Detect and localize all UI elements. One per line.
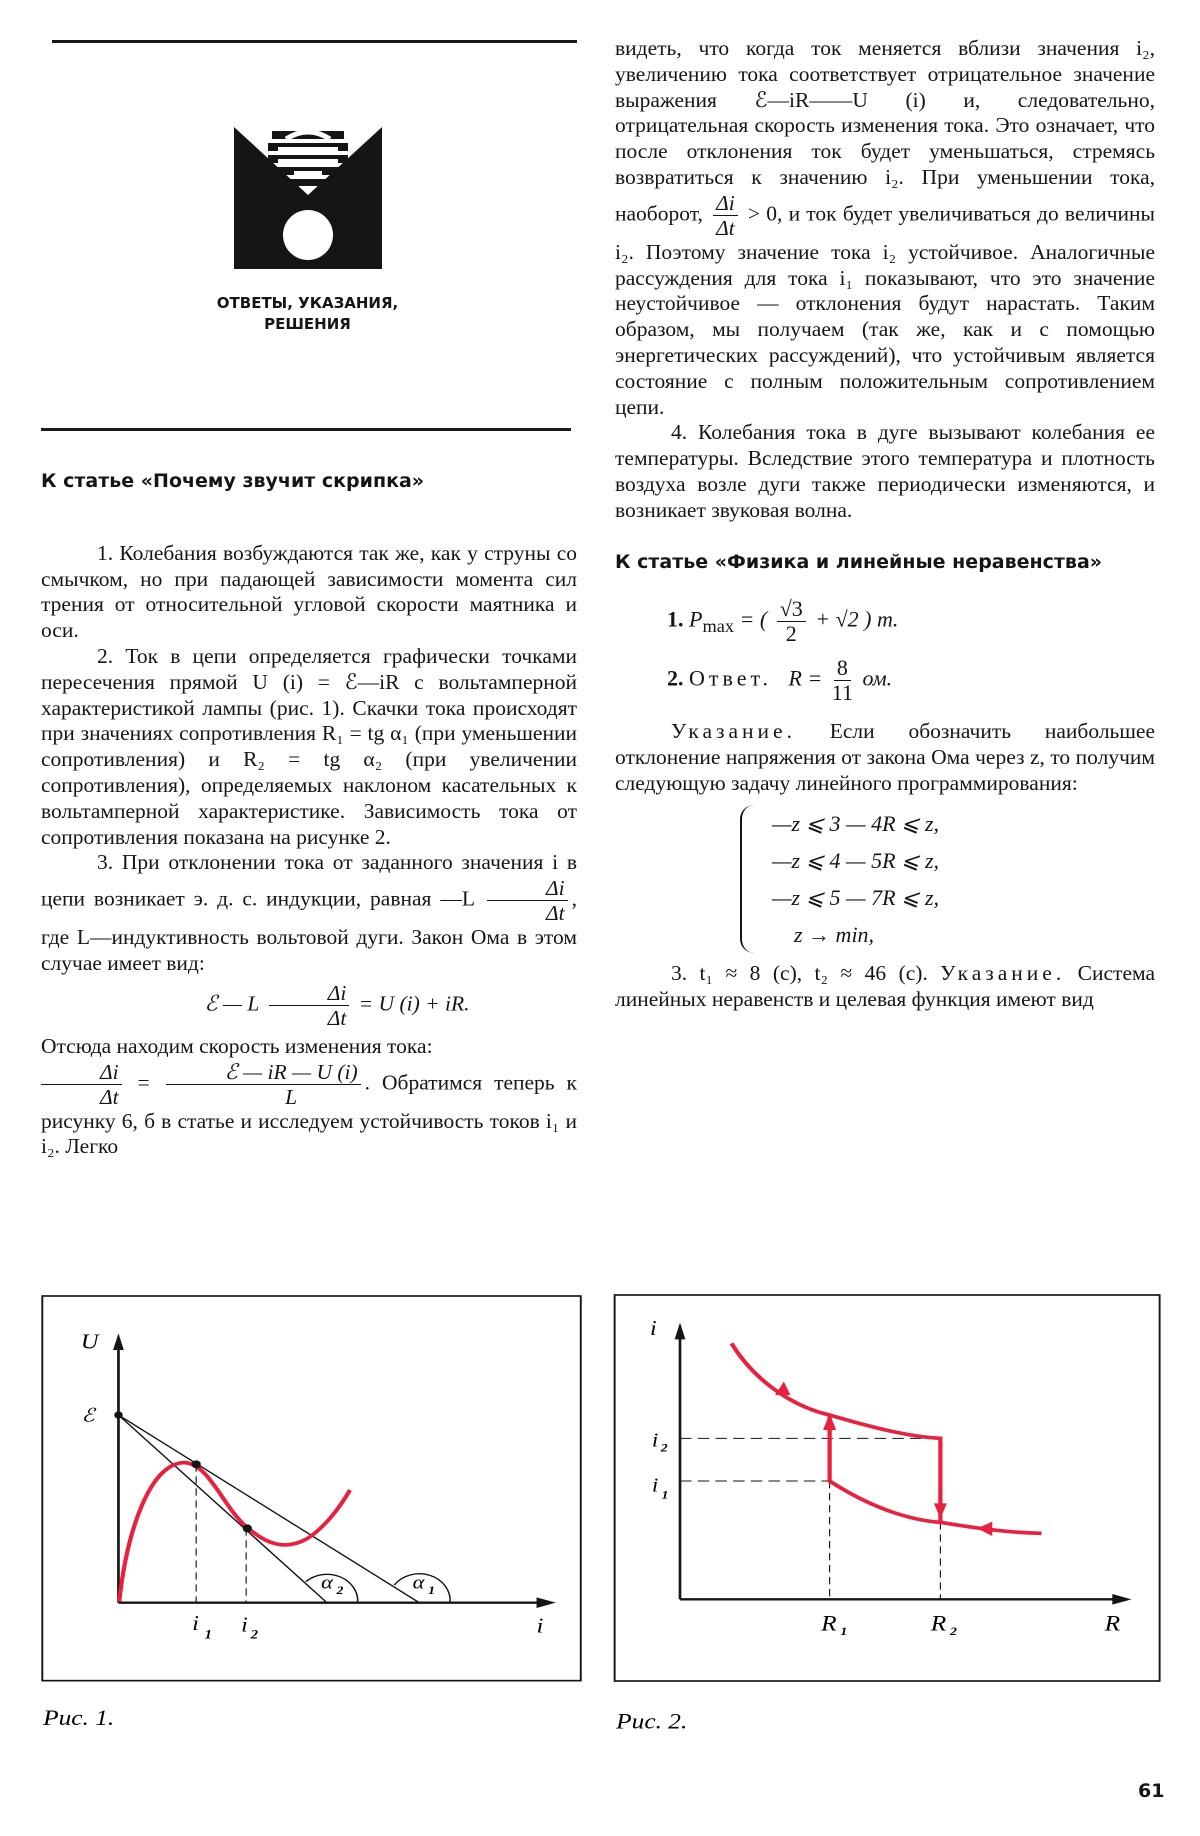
- intersection-point-1: [192, 1460, 201, 1468]
- formula-pmax: [667, 597, 1155, 646]
- answer-3b: [615, 961, 1155, 1013]
- section-rule: [41, 428, 571, 431]
- frac-den: L: [285, 1084, 298, 1109]
- r-axis-arrow-icon: [1112, 1594, 1131, 1605]
- i1-label: i: [651, 1474, 659, 1497]
- i-axis-label: i: [536, 1613, 544, 1638]
- frac-den: Δt: [546, 901, 565, 926]
- i2-sub: 2: [250, 1627, 259, 1642]
- f1-sub: max: [702, 616, 735, 637]
- article-heading-violin: К статье «Почему звучит скрипка»: [41, 470, 425, 492]
- i-axis-arrow-icon: [537, 1597, 556, 1608]
- lower-branch-curve: [830, 1415, 1042, 1533]
- ohm-law-lhs: ℰ — L: [204, 991, 260, 1016]
- emf-point: [114, 1411, 122, 1418]
- answer-4: 4. Колебания тока в дуге вызывают колебания ее температуры. Вследствие этого температура и плотность воздуха возле дуги также периодически изменяются, и возникает звуковая волна.: [615, 420, 1155, 522]
- arrow-down-right-icon: [775, 1382, 790, 1395]
- alpha2-label: α: [321, 1570, 333, 1593]
- f2-label: 2.: [667, 665, 684, 691]
- frac-num: Δi: [487, 876, 568, 901]
- arrow-down-icon: [934, 1503, 947, 1518]
- answer-2: 2. Ток в цепи определяется графически точками пересечения прямой U (i) = ℰ—iR с вольтамперной характеристикой лампы (рис. 1). Скачки тока происходят при значениях сопротивления R₁ = tg α₁ (при уменьшении сопротивления) и R₂ = tg α₂ (при увеличении сопротивления), определяемых наклоном касательных к вольтамперной характеристике. Зависимость тока от сопротивления показана на рисунке 2.: [41, 643, 577, 849]
- i1-label: i: [192, 1611, 199, 1635]
- u-axis-label: U: [80, 1328, 99, 1353]
- i-axis-label: i: [650, 1316, 657, 1340]
- u-axis-arrow-icon: [113, 1333, 124, 1350]
- emf-label: ℰ: [81, 1405, 95, 1427]
- answer-3-text-e: Отсюда находим скорость изменения тока:: [41, 1033, 433, 1058]
- figure-2: [600, 1280, 1200, 1730]
- answer-3-text-f: . Обратимся теперь к рисунку 6, б в статье и исследуем устойчивость токов i₁ и i₂. Легко: [41, 1069, 577, 1159]
- figure-1-caption: Рис. 1.: [43, 1706, 115, 1730]
- section-caption: [170, 293, 445, 335]
- upper-branch-curve: [732, 1343, 941, 1522]
- right-column: [615, 36, 1155, 1012]
- i-axis-arrow-icon: [675, 1323, 686, 1340]
- iv-characteristic-curve: [119, 1463, 350, 1602]
- fraction-di-dt: [487, 876, 568, 925]
- formula-answer-r: [667, 656, 1155, 705]
- fraction-8-11: [832, 656, 853, 705]
- load-line-2: [118, 1415, 326, 1603]
- hint-word: Указание.: [671, 719, 796, 744]
- alpha2-sub: 2: [336, 1582, 344, 1597]
- hint-text: Если обозначить наибольшее отклонение напряжения от закона Ома через z, то получим следующую задачу линейного программирования:: [615, 719, 1155, 795]
- figure-1-frame: [42, 1296, 580, 1681]
- i1-sub: 1: [204, 1627, 212, 1642]
- left-column: [41, 469, 577, 1160]
- caption-line-1: ОТВЕТЫ, УКАЗАНИЯ,: [216, 294, 399, 312]
- frac-num: Δi: [41, 1060, 122, 1085]
- f1-label: 1.: [667, 606, 684, 632]
- equals-sign: =: [137, 1069, 150, 1094]
- ohm-law-rhs: = U (i) + iR.: [358, 991, 470, 1016]
- system-line: —z ⩽ 3 — 4R ⩽ z,: [772, 810, 940, 836]
- figure-2-caption: Рис. 2.: [616, 1709, 688, 1730]
- answer-1: 1. Колебания возбуждаются так же, как у струны со смычком, но при падающей зависимости момента сил трения от относительной угловой скорости маятника и оси.: [41, 540, 577, 643]
- f2-unit: ом.: [862, 665, 893, 691]
- frac-num: ℰ — iR — U (i): [166, 1060, 361, 1085]
- answer-3b-hint: Указание.: [940, 960, 1066, 985]
- alpha1-sub: 1: [428, 1582, 435, 1597]
- fraction-di-dt-r: [713, 191, 738, 240]
- load-line-1: [118, 1415, 419, 1603]
- f1-lhs: P: [689, 606, 703, 632]
- frac-num: √3: [777, 597, 806, 622]
- caption-line-2: РЕШЕНИЯ: [264, 315, 351, 333]
- fraction-di-dt-2: [269, 981, 350, 1030]
- frac-num: Δi: [713, 191, 738, 216]
- frac-den: Δt: [327, 1005, 347, 1030]
- hint-paragraph: [615, 719, 1155, 796]
- frac-den: Δt: [100, 1084, 119, 1109]
- answer-3: [41, 850, 577, 1160]
- f1-b: + √2 ) m.: [815, 606, 899, 632]
- system-line: z → min,: [794, 921, 875, 947]
- r1-label: R: [821, 1612, 837, 1637]
- inequality-system: [740, 805, 1155, 953]
- r2-label: R: [930, 1612, 947, 1637]
- article-heading-inequalities: К статье «Физика и линейные неравенства»: [615, 550, 1103, 573]
- alpha1-label: α: [412, 1570, 425, 1593]
- fraction-sqrt3-2: [777, 597, 806, 646]
- frac-den: 2: [785, 621, 797, 647]
- f2-lhs: R =: [788, 665, 823, 691]
- answer-3-continued: [615, 36, 1155, 420]
- system-line: —z ⩽ 4 — 5R ⩽ z,: [772, 847, 940, 873]
- r2-sub: 2: [950, 1623, 957, 1638]
- frac-num: Δi: [269, 981, 350, 1006]
- answer-3b-text-b: Система линейных неравенств и целевая функция имеют вид: [615, 960, 1156, 1011]
- answer-3-text-a: 3. При отклонении тока от заданного значения i в цепи возникает э. д. с. индукции, равная —L: [41, 850, 577, 911]
- i2-sub: 2: [660, 1440, 668, 1455]
- section-logo-question-icon: [234, 127, 382, 269]
- i1-sub: 1: [661, 1487, 669, 1502]
- r1-sub: 1: [840, 1623, 848, 1638]
- intersection-point-2: [243, 1524, 252, 1532]
- system-line: —z ⩽ 5 — 7R ⩽ z,: [772, 884, 940, 910]
- fraction-rate: [166, 1060, 361, 1109]
- answer-3-text-b: , где L—индуктивность вольтовой дуги. Закон Ома в этом случае имеет вид:: [41, 886, 578, 975]
- i2-label: i: [651, 1429, 659, 1452]
- frac-den: 11: [831, 680, 853, 706]
- page-number: 61: [1138, 1780, 1165, 1802]
- frac-den: Δt: [716, 215, 735, 240]
- f1-a: = (: [739, 606, 768, 632]
- answer-3-cont-a: видеть, что когда ток меняется вблизи значения i₂, увеличению тока соответствует отрицательное значение выражения ℰ—iR——U (i) и, следовательно, отрицательная скорость изменения тока. Это означает, что после отклонения ток будет уменьшаться, стремясь возвратиться к значению i₂. При уменьшении тока, наоборот,: [615, 36, 1155, 226]
- figure-1: [0, 1280, 600, 1730]
- answer-3b-text: 3. t₁ ≈ 8 (с), t₂ ≈ 46 (с).: [671, 960, 928, 985]
- figure-2-frame: [615, 1295, 1160, 1681]
- answer-3-cont-b: > 0, и ток будет увеличиваться до величины i₂. Поэтому значение тока i₂ устойчивое. Аналогичные рассуждения для тока i₁ показывают, что это значение неустойчивое — отклонения будут нарастать. Таким образом, мы получаем (так же, как и с помощью энергетических рассуждений), что устойчивым является состояние с полным положительным сопротивлением цепи.: [615, 201, 1155, 419]
- fraction-di-dt-3: [41, 1060, 122, 1109]
- arrow-left-icon: [977, 1522, 992, 1536]
- r-axis-label: R: [1104, 1612, 1121, 1637]
- f2-word: Ответ.: [689, 665, 772, 691]
- frac-num: 8: [834, 656, 851, 681]
- top-rule: [52, 40, 577, 43]
- i2-label: i: [241, 1613, 248, 1637]
